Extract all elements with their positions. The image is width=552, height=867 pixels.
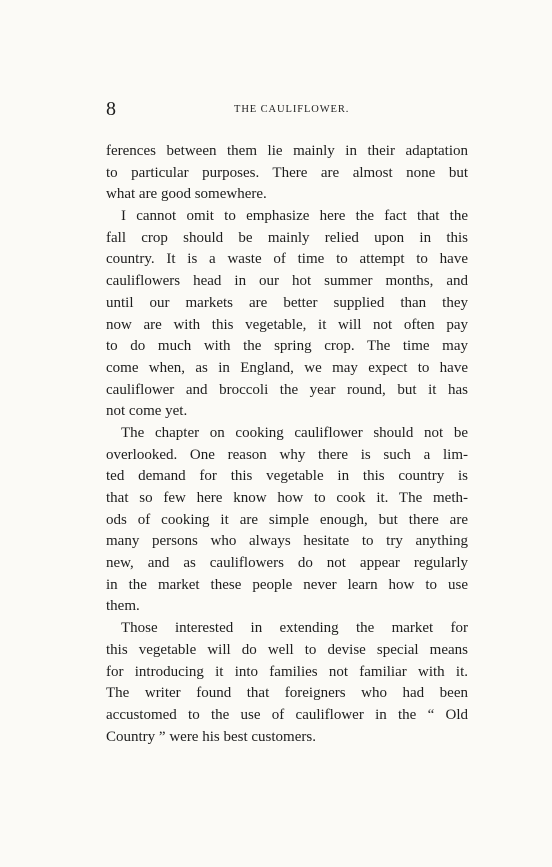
text-line: overlooked. One reason why there is such a lim- [106, 446, 468, 463]
text-line: not come yet. [106, 403, 188, 420]
text-line: this vegetable will do well to devise special means [106, 641, 468, 658]
text-line: accustomed to the use of cauliflower in the “ Old [106, 706, 468, 723]
text-line: Country ” were his best customers. [106, 728, 316, 745]
text-line: to particular purposes. There are almost none but [106, 164, 468, 181]
paragraph [106, 141, 468, 206]
text-line: them. [106, 598, 140, 615]
text-line: The writer found that foreigners who had been [106, 685, 468, 702]
text-line: now are with this vegetable, it will not often pay [106, 316, 468, 333]
text-line: that so few here know how to cook it. The meth- [106, 490, 468, 506]
text-line: ods of cooking it are simple enough, but there are [106, 511, 468, 528]
page-number: 8 [106, 98, 116, 120]
text-line: The chapter on cooking cauliflower should not be [121, 424, 468, 441]
text-line: to do much with the spring crop. The time may [106, 338, 468, 355]
text-line: country. It is a waste of time to attempt to have [106, 251, 468, 268]
text-line: ferences between them lie mainly in their adaptation [106, 143, 468, 159]
text-line: cauliflower and broccoli the year round, but it has [106, 381, 468, 398]
text-line: fall crop should be mainly relied upon in this [106, 229, 468, 246]
page-header [106, 97, 468, 123]
text-line: new, and as cauliflowers do not appear regularly [106, 555, 468, 572]
text-line: what are good somewhere. [106, 186, 267, 203]
text-line: until our markets are better supplied than they [106, 294, 468, 311]
text-line: many persons who always hesitate to try anything [106, 533, 468, 550]
text-line: I cannot omit to emphasize here the fact that the [121, 208, 468, 225]
text-line: come when, as in England, we may expect to have [106, 359, 468, 376]
paragraph [106, 206, 468, 423]
paragraph [106, 618, 468, 748]
running-head: THE CAULIFLOWER. [234, 104, 350, 115]
text-line: cauliflowers head in our hot summer months, and [106, 273, 468, 290]
text-line: for introducing it into families not familiar with it. [106, 663, 468, 680]
text-line: in the market these people never learn how to use [106, 576, 468, 593]
paragraph [106, 423, 468, 618]
text-line: ted demand for this vegetable in this country is [106, 468, 468, 485]
text-line: Those interested in extending the market for [121, 620, 468, 637]
body-text [106, 141, 468, 748]
